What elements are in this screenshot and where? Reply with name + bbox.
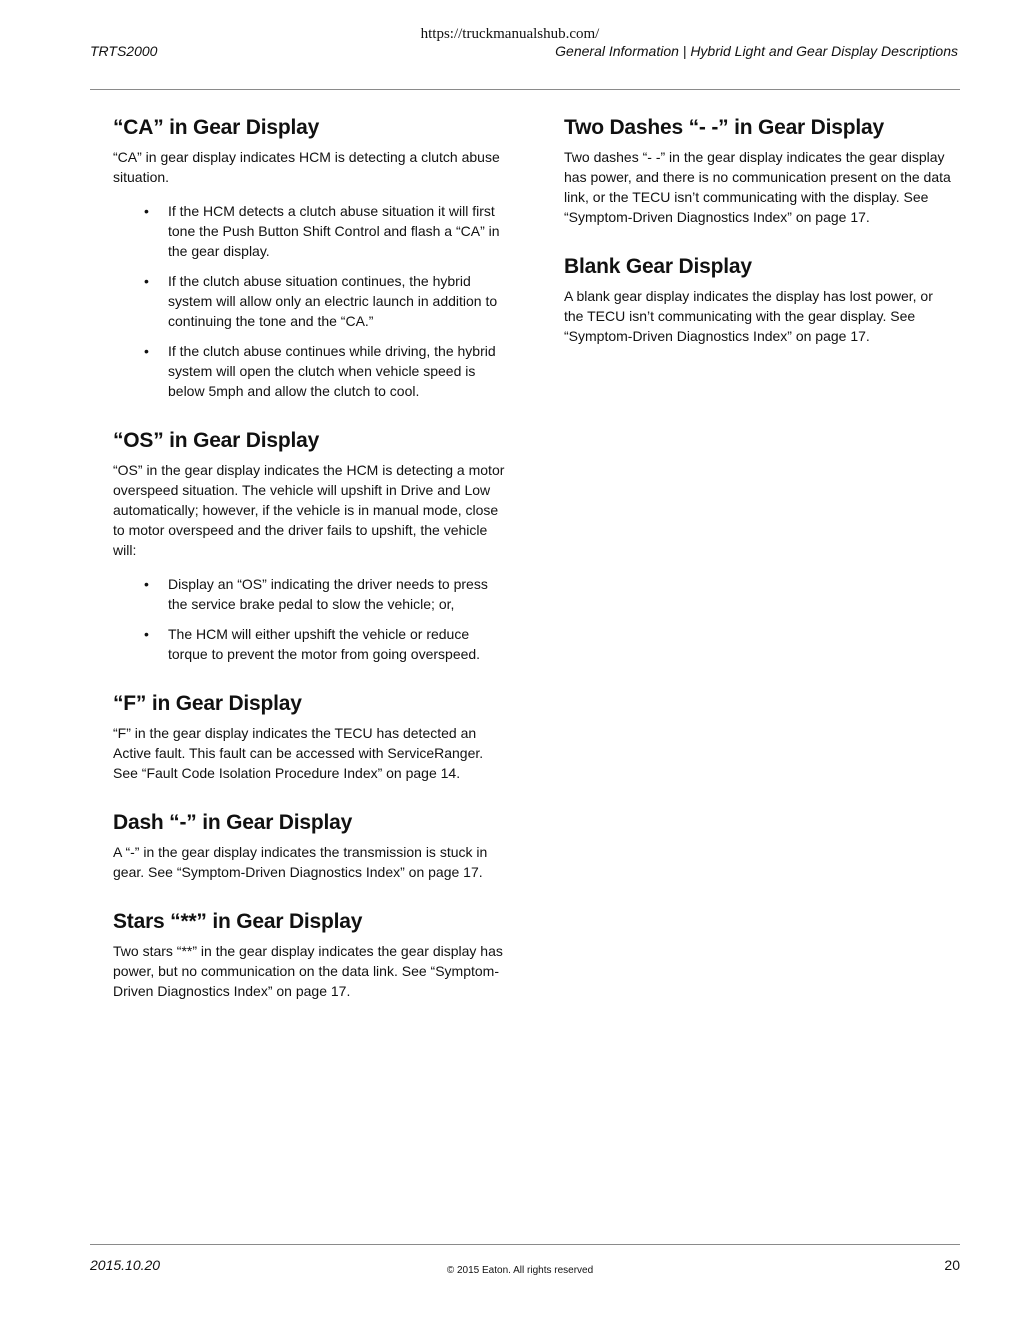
right-column bbox=[564, 114, 956, 372]
section-body: “F” in the gear display indicates the TECU has detected an Active fault. This fault can be accessed with ServiceRanger. See “Fault Code Isolation Procedure Index” on page 14. bbox=[113, 725, 484, 781]
bullet-icon: • bbox=[144, 576, 149, 592]
list-item-text: The HCM will either upshift the vehicle or reduce torque to prevent the motor from going overspeed. bbox=[168, 626, 481, 662]
bullet-icon: • bbox=[144, 203, 149, 219]
list-item bbox=[113, 271, 505, 331]
list-item-text: If the HCM detects a clutch abuse situation it will first tone the Push Button Shift Control and flash a “CA” in the gear display. bbox=[168, 203, 500, 259]
section-heading: “OS” in Gear Display bbox=[113, 429, 320, 452]
section-blank bbox=[564, 253, 956, 346]
section-ca bbox=[113, 114, 505, 401]
section-heading: Dash “-” in Gear Display bbox=[113, 811, 353, 834]
section-f bbox=[113, 690, 505, 783]
bullet-icon: • bbox=[144, 626, 149, 642]
header-rule bbox=[90, 89, 960, 90]
source-url: https://truckmanualshub.com/ bbox=[420, 26, 600, 42]
document-id: TRTS2000 bbox=[90, 43, 158, 59]
footer-copyright: © 2015 Eaton. All rights reserved bbox=[446, 1265, 594, 1276]
list-item-text: If the clutch abuse continues while driving, the hybrid system will open the clutch when vehicle speed is below 5mph and allow the clutch to cool. bbox=[168, 343, 496, 399]
list-item bbox=[113, 201, 505, 261]
list-item bbox=[113, 574, 505, 614]
section-body: A blank gear display indicates the display has lost power, or the TECU isn’t communicating with the gear display. See “Symptom-Driven Diagnostics Index” on page 17. bbox=[564, 288, 933, 344]
list-item bbox=[113, 341, 505, 401]
running-header-title: General Information | Hybrid Light and Gear Display Descriptions bbox=[555, 43, 958, 59]
list-item-text: Display an “OS” indicating the driver needs to press the service brake pedal to slow the vehicle; or, bbox=[168, 576, 488, 612]
footer-rule bbox=[90, 1244, 960, 1245]
section-body: “CA” in gear display indicates HCM is detecting a clutch abuse situation. bbox=[113, 149, 500, 185]
bullet-icon: • bbox=[144, 273, 149, 289]
section-body: Two dashes “- -” in the gear display indicates the gear display has power, and there is no communication present on the data link, or the TECU isn’t communicating with the display. See “Symptom-Driven Diagnostics Index” on page 17. bbox=[564, 149, 951, 225]
section-body: A “-” in the gear display indicates the transmission is stuck in gear. See “Symptom-Driven Diagnostics Index” on page 17. bbox=[113, 844, 488, 880]
bullet-icon: • bbox=[144, 343, 149, 359]
bullet-list bbox=[113, 201, 505, 401]
section-body: “OS” in the gear display indicates the HCM is detecting a motor overspeed situation. The vehicle will upshift in Drive and Low automatically; however, if the vehicle is in manual mode, close to motor overspeed and the driver fails to upshift, the vehicle will: bbox=[113, 462, 505, 558]
list-item bbox=[113, 624, 505, 664]
section-heading: Stars “**” in Gear Display bbox=[113, 910, 363, 933]
bullet-list bbox=[113, 574, 505, 664]
list-item-text: If the clutch abuse situation continues, the hybrid system will allow only an electric launch in addition to continuing the tone and the “CA.” bbox=[168, 273, 498, 329]
section-heading: “CA” in Gear Display bbox=[113, 116, 320, 139]
section-dash bbox=[113, 809, 505, 882]
left-column bbox=[113, 114, 505, 1027]
section-heading: “F” in Gear Display bbox=[113, 692, 302, 715]
footer-date: 2015.10.20 bbox=[90, 1257, 161, 1273]
section-heading: Two Dashes “- -” in Gear Display bbox=[564, 116, 884, 139]
section-stars bbox=[113, 908, 505, 1001]
section-os bbox=[113, 427, 505, 664]
section-body: Two stars “**” in the gear display indicates the gear display has power, but no communication on the data link. See “Symptom-Driven Diagnostics Index” on page 17. bbox=[113, 943, 503, 999]
section-heading: Blank Gear Display bbox=[564, 255, 752, 278]
section-two-dashes bbox=[564, 114, 956, 227]
page-number: 20 bbox=[944, 1257, 960, 1273]
